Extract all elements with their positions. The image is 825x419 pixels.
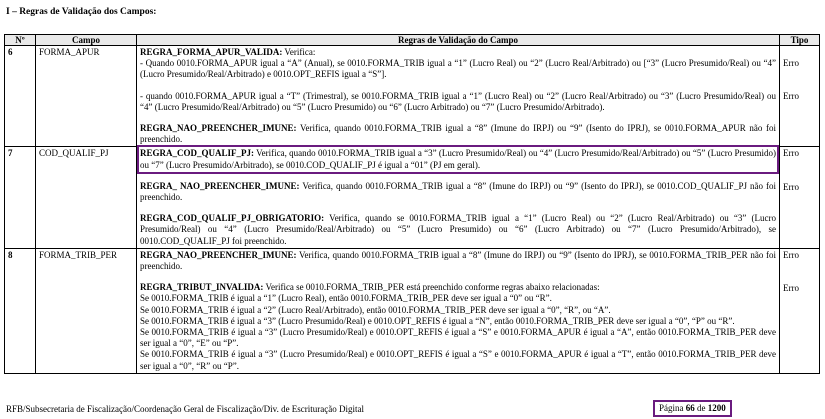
- tipo-value: Erro: [783, 181, 799, 192]
- row-rules: [137, 248, 780, 373]
- row-campo: FORMA_TRIB_PER: [36, 248, 137, 373]
- tipo-value: Erro: [783, 91, 799, 102]
- rule-name: REGRA_ NAO_PREENCHER_IMUNE:: [140, 180, 300, 191]
- page-prefix: Página: [659, 403, 684, 413]
- rule-subline: Se 0010.FORMA_TRIB é igual a “1” (Lucro Real), então 0010.FORMA_TRIB_PER deve ser igual a “0” ou “R”.: [140, 293, 552, 304]
- rule-text: Verifica, quando 0010.FORMA_TRIB igual a “8” (Imune do IRPJ) ou “9” (Isento do IPRJ), se 0010.FORMA_APUR não foi preenchido.: [140, 123, 776, 145]
- rule-paragraph: [140, 282, 776, 293]
- rule-name: REGRA_COD_QUALIF_PJ_OBRIGATORIO:: [140, 213, 325, 224]
- tipo-value: Erro: [783, 58, 799, 68]
- rule-name: REGRA_FORMA_APUR_VALIDA:: [140, 47, 283, 57]
- rule-text: Verifica, quando 0010.FORMA_TRIB igual a “3” (Lucro Presumido/Real) ou “4” (Lucro Presumido/Real/Arbitrado) ou “5” (Lucro Presumido) ou “7” (Lucro Presumido/Arbitrado), se 0010.COD_QUALIF_PJ é igual a “01” (PJ em geral).: [140, 148, 776, 170]
- rule-paragraph: [140, 181, 776, 203]
- row-num: 7: [5, 147, 36, 248]
- row-rules: [137, 46, 780, 147]
- rule-paragraph: [140, 47, 776, 58]
- rule-name: REGRA_COD_QUALIF_PJ:: [140, 148, 254, 159]
- rule-paragraph: [140, 123, 776, 145]
- row-num: 6: [5, 46, 36, 147]
- row-tipo: [780, 248, 820, 373]
- header-tipo: Tipo: [780, 35, 820, 46]
- rule-subline: Se 0010.FORMA_TRIB é igual a “2” (Lucro Real/Arbitrado), então 0010.FORMA_TRIB_PER deve ser igual a “0”, “R”, ou “A”.: [140, 304, 611, 315]
- row-tipo: [780, 147, 820, 248]
- table-row: [5, 147, 820, 248]
- validation-rules-table: [4, 34, 820, 374]
- highlighted-rule-paragraph: [140, 148, 776, 170]
- rule-name: REGRA_NAO_PREENCHER_IMUNE:: [140, 249, 297, 260]
- rule-paragraph: [140, 213, 776, 247]
- rule-text: Verifica, quando se 0010.FORMA_TRIB igual a “1” (Lucro Real) ou “2” (Lucro Real/Arbitrado) ou “3” (Lucro Presumido/Real) ou “4” (Lucro Presumido/Real/Arbitrado) ou “5” (Lucro Presumido) ou “6” (Lucro Arbitrado) ou “7” (Lucro Presumido/Arbitrado), se 0010.COD_QUALIF_PJ foi preenchido.: [140, 213, 776, 246]
- rule-name: REGRA_NAO_PREENCHER_IMUNE:: [140, 123, 297, 134]
- rule-text: Verifica, quando 0010.FORMA_TRIB igual a “8” (Imune do IRPJ) ou “9” (Isento do IPRJ), se 0010.COD_QUALIF_PJ não foi preenchido.: [140, 180, 776, 203]
- rule-text: Verifica, quando 0010.FORMA_TRIB igual a “8” (Imune do IRPJ) ou “9” (Isento do IPRJ), se 0010.FORMA_TRIB_PER não foi preenchido.: [140, 249, 776, 272]
- table-row: [5, 46, 820, 147]
- table-header-row: [5, 35, 820, 46]
- rule-text: Verifica se 0010.FORMA_TRIB_PER está preenchido conforme regras abaixo relacionadas:: [263, 282, 600, 293]
- rule-subline: Se 0010.FORMA_TRIB é igual a “3” (Lucro Presumido/Real) e 0010.OPT_REFIS é igual a “S” e 0010.FORMA_APUR é igual a “T”, então 0010.FORMA_TRIB_PER deve ser igual a “0”, “R” ou “P”.: [140, 349, 776, 371]
- tipo-value: Erro: [783, 283, 799, 294]
- rule-subline: Se 0010.FORMA_TRIB é igual a “3” (Lucro Presumido/Real) e 0010.OPT_REFIS é igual a “N”, então 0010.FORMA_TRIB_PER deve ser igual a “0”, “P” ou “R”.: [140, 315, 735, 326]
- rule-subline: Se 0010.FORMA_TRIB é igual a “3” (Lucro Presumido/Real) e 0010.OPT_REFIS é igual a “S” e 0010.FORMA_APUR é igual a “A”, então 0010.FORMA_TRIB_PER deve ser igual a “0”, “E” ou “P”.: [140, 327, 776, 349]
- header-num: Nº: [5, 35, 36, 46]
- rule-paragraph: - quando 0010.FORMA_APUR igual a “T” (Trimestral), se 0010.FORMA_TRIB igual a “1” (Lucro Real) ou “2” (Lucro Real/Arbitrado) ou “3” (Lucro Presumido/Real) ou “4” (Lucro Presumido/Real/Arbitrado) ou “5” (Lucro Presumido) ou “6” (Lucro Arbitrado) ou “7” (Lucro Presumido/Arbitrado).: [140, 90, 776, 112]
- rule-paragraph: [140, 250, 776, 272]
- rule-text: Verifica:: [282, 47, 316, 57]
- footer-org-text: RFB/Subsecretaria de Fiscalização/Coordenação Geral de Fiscalização/Div. de Escrituração Digital: [6, 404, 365, 414]
- tipo-value: Erro: [783, 249, 799, 260]
- table-row: [5, 248, 820, 373]
- header-campo: Campo: [36, 35, 137, 46]
- page-sep: de: [697, 403, 706, 413]
- tipo-value: Erro: [783, 148, 799, 159]
- page-total: 1200: [707, 403, 726, 413]
- row-campo: FORMA_APUR: [36, 46, 137, 147]
- rule-paragraph: - Quando 0010.FORMA_APUR igual a “A” (Anual), se 0010.FORMA_TRIB igual a “1” (Lucro Real) ou “2” (Lucro Real/Arbitrado) ou [“3” (Lucro Presumido/Real) ou “4” (Lucro Presumido/Real/Arbitrado) e 0010.OPT_REFIS igual a “S”].: [140, 58, 776, 80]
- rule-name: REGRA_TRIBUT_INVALIDA:: [140, 282, 264, 293]
- section-title: I – Regras de Validação dos Campos:: [6, 7, 157, 17]
- header-regras: Regras de Validação do Campo: [137, 35, 780, 46]
- page-number: 66: [685, 403, 695, 413]
- row-campo: COD_QUALIF_PJ: [36, 147, 137, 248]
- page-indicator: [653, 400, 732, 417]
- row-tipo: [780, 46, 820, 147]
- row-rules: [137, 147, 780, 248]
- row-num: 8: [5, 248, 36, 373]
